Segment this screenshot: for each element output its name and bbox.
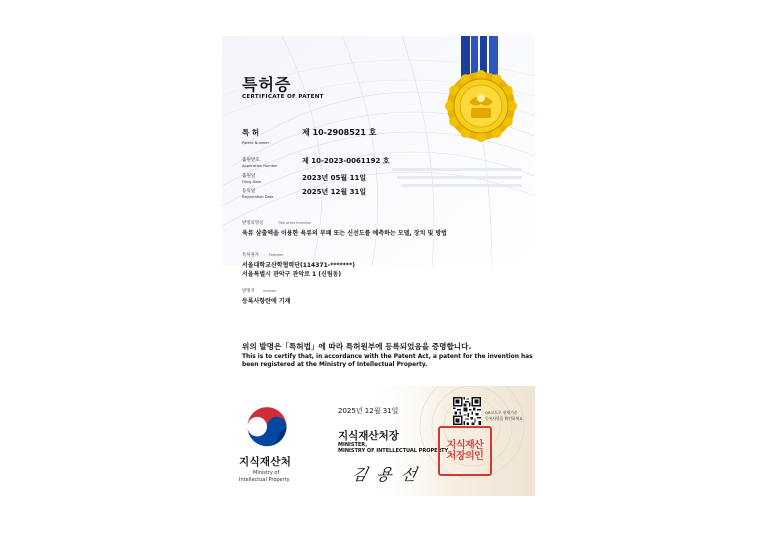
invention-title-label-en: Title of the Invention xyxy=(278,221,312,225)
patentee-address: 서울특별시 관악구 관악로 1 (신림동) xyxy=(242,271,342,278)
certification-english: This is to certify that, in accordance with the Patent Act, a patent for the invention has been registered at the Ministry of Intellectual Property. xyxy=(242,354,533,368)
page-title: 특허증 xyxy=(242,75,292,94)
application-number-label: 출원번호 xyxy=(242,158,260,163)
signature: 김 용 선 xyxy=(349,465,421,484)
inventor-label-en: Inventor xyxy=(263,289,277,293)
official-stamp-icon xyxy=(438,426,492,476)
ministry-name-ko: 지식재산처 xyxy=(239,456,292,468)
ministry-name-en-line2: Intellectual Property xyxy=(239,477,290,483)
filing-date-label-en: Filing Date xyxy=(242,180,262,184)
registration-date-value: 2025년 12월 31일 xyxy=(302,188,367,196)
invention-title-value: 육류 삼출액을 이용한 육류의 부패 또는 신선도를 예측하는 모델, 장치 및 방법 xyxy=(242,230,447,237)
qr-code-icon[interactable] xyxy=(453,397,481,425)
patentee-label: 특허권자 xyxy=(242,253,259,258)
inventor-label: 발명자 xyxy=(242,289,255,294)
invention-title-label: 발명의명칭 xyxy=(242,221,264,226)
registration-date-label-en: Registration Date xyxy=(242,195,274,199)
patent-number-label-en: Patent Number xyxy=(242,141,270,145)
application-number-value: 제 10-2023-0061192 호 xyxy=(302,157,390,165)
signer-title-en-line1: MINISTER, xyxy=(338,442,368,448)
patent-certificate xyxy=(222,36,535,496)
signer-title-en-line2: MINISTRY OF INTELLECTUAL PROPERTY xyxy=(338,448,449,454)
patent-number-label: 특 허 xyxy=(242,128,260,137)
qr-note-line2: 등록사항을 확인하세요 xyxy=(485,416,523,421)
ministry-logo-icon xyxy=(244,406,290,452)
filing-date-value: 2023년 05월 11일 xyxy=(302,174,367,182)
inventor-value: 등록사항란에 기재 xyxy=(242,298,291,305)
issue-date: 2025년 12월 31일 xyxy=(338,407,399,415)
patent-number-value: 제 10-2908521 호 xyxy=(302,128,377,137)
signer-title-ko: 지식재산처장 xyxy=(338,430,399,442)
page-subtitle: CERTIFICATE OF PATENT xyxy=(242,94,324,100)
gold-seal-icon xyxy=(444,36,520,148)
registration-date-label: 등록일 xyxy=(242,189,256,194)
patentee-label-en: Patentee xyxy=(269,253,284,257)
qr-note-line1: QR코드로 현재기준 xyxy=(485,410,518,415)
certification-korean: 위의 발명은「특허법」에 따라 특허원부에 등록되었음을 증명합니다. xyxy=(242,342,472,351)
patentee-name: 서울대학교산학협력단(114371-*******) xyxy=(242,262,355,269)
ministry-name-en-line1: Ministry of xyxy=(253,470,280,476)
filing-date-label: 출원일 xyxy=(242,174,256,179)
application-number-label-en: Application Number xyxy=(242,164,278,168)
stamp-text: 지식재산처장의인 xyxy=(446,440,484,462)
